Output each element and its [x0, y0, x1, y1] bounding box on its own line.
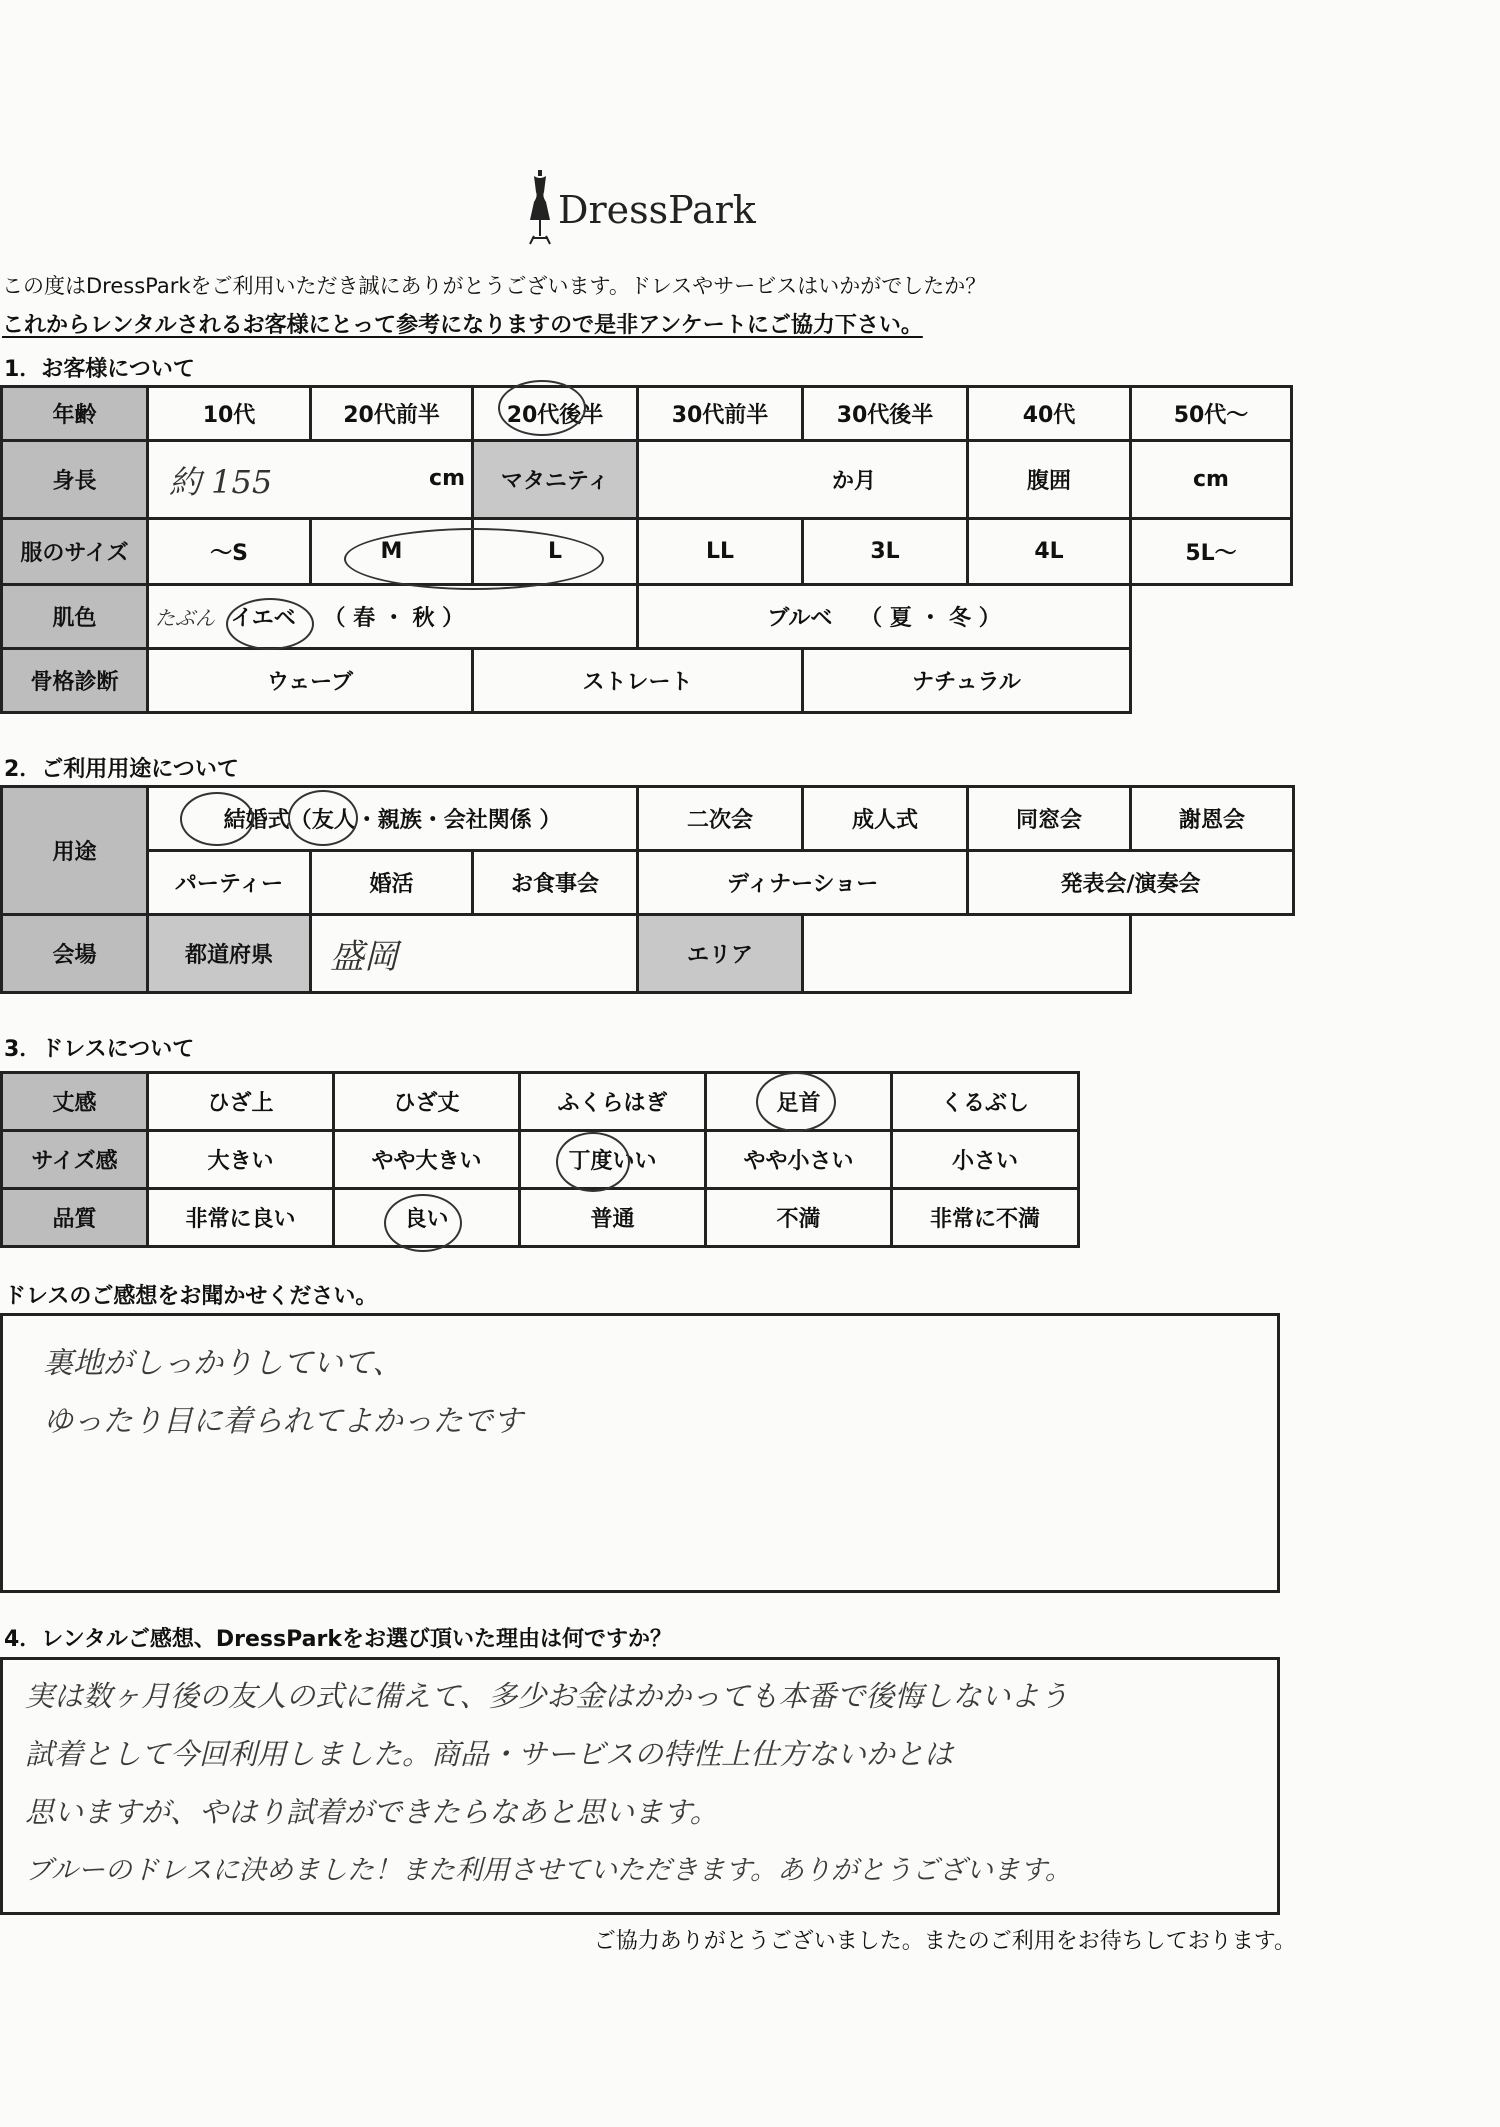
wedding-bracket: （	[289, 808, 312, 833]
purpose-option[interactable]: お食事会	[473, 851, 638, 915]
wedding-detail: ・親族・会社関係 ）	[355, 808, 562, 833]
brand-name: DressPark	[558, 188, 756, 232]
size-option-selected[interactable]: M	[311, 519, 473, 585]
size-option-selected[interactable]: L	[473, 519, 638, 585]
height-label: 身長	[2, 441, 148, 519]
skin-label: 肌色	[2, 585, 148, 649]
age-option[interactable]: 10代	[148, 387, 311, 441]
intro-line-1: この度はDressParkをご利用いただき誠にありがとうございます。ドレスやサービスはいかがでしたか？	[2, 274, 987, 298]
rental-comment-line: ブルーのドレスに決めました！また利用させていただきます。ありがとうございます。	[25, 1855, 1072, 1886]
area-label: エリア	[638, 915, 803, 993]
area-field[interactable]	[803, 915, 1131, 993]
dress-comment-box[interactable]	[0, 1313, 1280, 1593]
length-option[interactable]: くるぶし	[892, 1073, 1079, 1131]
purpose-option[interactable]: 発表会/演奏会	[968, 851, 1294, 915]
length-option[interactable]: ふくらはぎ	[520, 1073, 706, 1131]
purpose-option[interactable]: ディナーショー	[638, 851, 968, 915]
prefecture-label: 都道府県	[148, 915, 311, 993]
maternity-months[interactable]: か月	[638, 441, 968, 519]
length-option[interactable]: ひざ上	[148, 1073, 334, 1131]
rental-comment-line: 試着として今回利用しました。商品・サービスの特性上仕方ないかとは	[25, 1737, 954, 1771]
section2-title: 2．ご利用用途について	[4, 757, 239, 782]
length-option[interactable]: ひざ丈	[334, 1073, 520, 1131]
section1-title: 1．お客様について	[4, 357, 195, 382]
purpose-option[interactable]: 成人式	[803, 787, 968, 851]
intro-line-2: これからレンタルされるお客様にとって参考になりますので是非アンケートにご協力下さい。	[2, 313, 923, 338]
skin-blue-seasons: （ 夏 ・ 冬 ）	[860, 606, 1001, 631]
size-option[interactable]: 4L	[968, 519, 1131, 585]
quality-option[interactable]: 非常に不満	[892, 1189, 1079, 1247]
rental-comment-line: 思いますが、やはり試着ができたらなあと思います。	[25, 1795, 719, 1829]
age-option[interactable]: 20代前半	[311, 387, 473, 441]
skin-yellow-label: イエベ	[230, 606, 296, 631]
age-option[interactable]: 30代後半	[803, 387, 968, 441]
purpose-option[interactable]: 同窓会	[968, 787, 1131, 851]
purpose-wedding[interactable]	[148, 787, 638, 851]
dress-mannequin-icon	[520, 168, 560, 248]
friend-option[interactable]: 友人	[311, 808, 356, 833]
fit-option[interactable]: やや小さい	[706, 1131, 892, 1189]
fit-option[interactable]: 小さい	[892, 1131, 1079, 1189]
size-option[interactable]: 3L	[803, 519, 968, 585]
rental-comment-line: 実は数ヶ月後の友人の式に備えて、多少お金はかかっても本番で後悔しないよう	[25, 1679, 1069, 1713]
section4-title: 4．レンタルご感想、DressParkをお選び頂いた理由は何ですか？	[4, 1627, 672, 1652]
length-option-selected[interactable]: 足首	[706, 1073, 892, 1131]
size-option[interactable]: LL	[638, 519, 803, 585]
quality-option-selected[interactable]: 良い	[334, 1189, 520, 1247]
dress-comment-line: ゆったり目に着られてよかったです	[43, 1404, 523, 1439]
age-option[interactable]: 30代前半	[638, 387, 803, 441]
height-value: 約 155	[169, 462, 273, 501]
waist-unit[interactable]: cm	[1131, 441, 1292, 519]
waist-label: 腹囲	[968, 441, 1131, 519]
frame-label: 骨格診断	[2, 649, 148, 713]
maternity-label: マタニティ	[473, 441, 638, 519]
purpose-table	[0, 785, 1295, 994]
venue-label: 会場	[2, 915, 148, 993]
prefecture-field[interactable]	[311, 915, 638, 993]
fit-option[interactable]: やや大きい	[334, 1131, 520, 1189]
purpose-option[interactable]: 謝恩会	[1131, 787, 1294, 851]
fit-label: サイズ感	[2, 1131, 148, 1189]
size-option[interactable]: 5L〜	[1131, 519, 1292, 585]
size-label: 服のサイズ	[2, 519, 148, 585]
dress-comment-line: 裏地がしっかりしていて、	[43, 1346, 403, 1381]
quality-option[interactable]: 非常に良い	[148, 1189, 334, 1247]
skin-blue-option[interactable]	[638, 585, 1131, 649]
wedding-option[interactable]: 結婚式	[223, 808, 290, 833]
dress-comment-title: ドレスのご感想をお聞かせください。	[4, 1284, 378, 1309]
purpose-option[interactable]: パーティー	[148, 851, 311, 915]
skin-blue-label: ブルベ	[767, 606, 833, 631]
skin-note: たぶん	[155, 606, 215, 630]
purpose-option[interactable]: 二次会	[638, 787, 803, 851]
skin-yellow-option[interactable]	[148, 585, 638, 649]
quality-option[interactable]: 普通	[520, 1189, 706, 1247]
prefecture-value: 盛岡	[330, 937, 398, 977]
frame-option[interactable]: ウェーブ	[148, 649, 473, 713]
purpose-label: 用途	[2, 787, 148, 915]
fit-option[interactable]: 大きい	[148, 1131, 334, 1189]
frame-option[interactable]: ストレート	[473, 649, 803, 713]
height-unit: cm	[429, 466, 465, 491]
age-option[interactable]: 40代	[968, 387, 1131, 441]
section3-title: 3．ドレスについて	[4, 1037, 195, 1062]
age-option[interactable]: 50代〜	[1131, 387, 1292, 441]
height-field[interactable]	[148, 441, 473, 519]
rental-comment-box[interactable]	[0, 1657, 1280, 1915]
skin-yellow-seasons: （ 春 ・ 秋 ）	[323, 606, 465, 631]
age-label: 年齢	[2, 387, 148, 441]
age-option-selected[interactable]: 20代後半	[473, 387, 638, 441]
dresspark-logo	[520, 168, 760, 248]
dress-table	[0, 1071, 1080, 1248]
footer-thanks: ご協力ありがとうございました。またのご利用をお待ちしております。	[593, 1929, 1296, 1954]
size-option[interactable]: 〜S	[148, 519, 311, 585]
quality-option[interactable]: 不満	[706, 1189, 892, 1247]
frame-option[interactable]: ナチュラル	[803, 649, 1131, 713]
purpose-option[interactable]: 婚活	[311, 851, 473, 915]
quality-label: 品質	[2, 1189, 148, 1247]
customer-table	[0, 385, 1293, 714]
length-label: 丈感	[2, 1073, 148, 1131]
fit-option-selected[interactable]: 丁度いい	[520, 1131, 706, 1189]
